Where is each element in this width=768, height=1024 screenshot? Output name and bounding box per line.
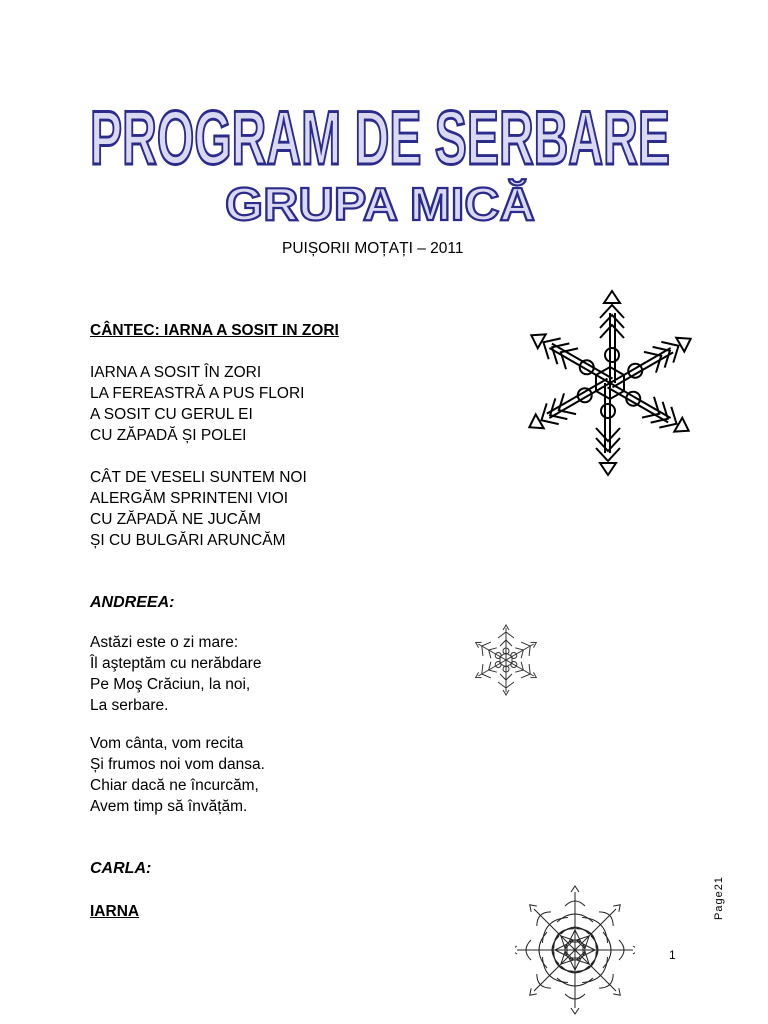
snowflake-ornate-icon — [515, 885, 635, 1015]
page-number: 1 — [669, 948, 676, 962]
side-page-label: Page21 — [713, 876, 725, 920]
carla-name: CARLA: — [90, 860, 152, 877]
verse-line: Astăzi este o zi mare: — [90, 634, 239, 651]
song-heading: CÂNTEC: IARNA A SOSIT IN ZORI — [90, 322, 339, 339]
verse-line: La serbare. — [90, 697, 169, 714]
verse-line: CU ZĂPADĂ NE JUCĂM — [90, 511, 262, 528]
verse-line: Avem timp să învățăm. — [90, 798, 248, 815]
carla-poem-title: IARNA — [90, 903, 140, 920]
verse-line: ALERGĂM SPRINTENI VIOI — [90, 490, 289, 507]
verse-line: LA FEREASTRĂ A PUS FLORI — [90, 385, 305, 402]
title-line-2: GRUPA MICĂ — [225, 178, 535, 230]
title-svg — [80, 88, 680, 248]
snowflake-small-icon — [468, 624, 544, 696]
verse-line: Vom cânta, vom recita — [90, 735, 244, 752]
verse-line: CÂT DE VESELI SUNTEM NOI — [90, 469, 307, 486]
andreea-name: ANDREEA: — [90, 594, 175, 611]
verse-line: Și frumos noi vom dansa. — [90, 756, 265, 773]
verse-line: CU ZĂPADĂ ȘI POLEI — [90, 427, 247, 444]
verse-line: Chiar dacă ne încurcăm, — [90, 777, 259, 794]
verse-line: IARNA A SOSIT ÎN ZORI — [90, 364, 262, 381]
song-stanza-2 — [90, 467, 307, 551]
snowflake-large-icon — [515, 286, 705, 480]
verse-line: Pe Moş Crăciun, la noi, — [90, 676, 251, 693]
verse-line: ȘI CU BULGĂRI ARUNCĂM — [90, 532, 286, 549]
andreea-stanza-1 — [90, 632, 261, 716]
song-stanza-1 — [90, 362, 305, 446]
wordart-title — [80, 88, 680, 248]
verse-line: A SOSIT CU GERUL EI — [90, 406, 253, 423]
andreea-stanza-2 — [90, 733, 265, 817]
verse-line: Îl aşteptăm cu nerăbdare — [90, 655, 262, 672]
subtitle: PUIȘORII MOȚAȚI – 2011 — [282, 240, 464, 257]
title-line-1: PROGRAM DE SERBARE — [89, 96, 670, 181]
